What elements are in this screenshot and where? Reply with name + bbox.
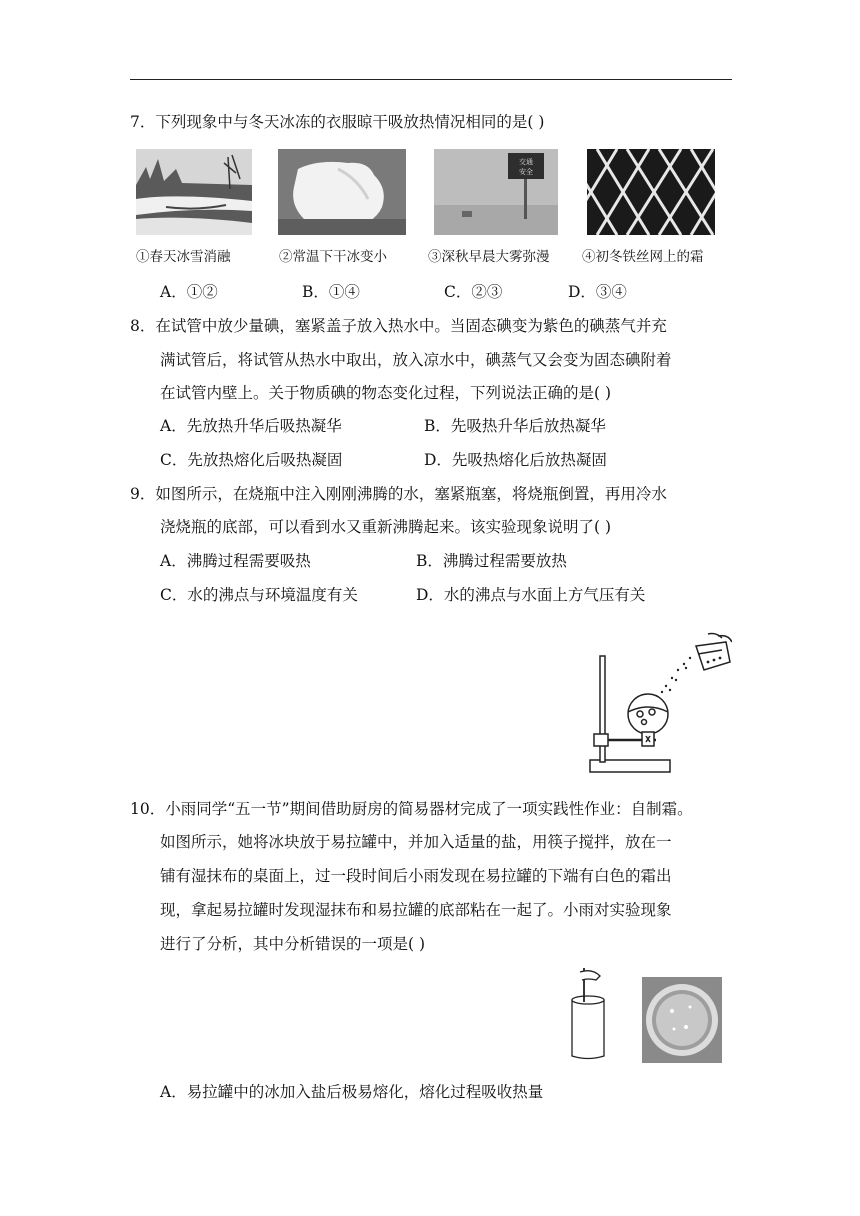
q8-option-a: A．先放热升华后吸热凝华	[160, 417, 342, 435]
q8-option-d: D．先吸热熔化后放热凝固	[424, 451, 607, 469]
q10-line-2: 如图所示，她将冰块放于易拉罐中，并加入适量的盐，用筷子搅拌，放在一	[160, 833, 672, 851]
q7-caption-4: ④初冬铁丝网上的霜	[582, 249, 704, 265]
can-bottom-frost-photo	[642, 977, 722, 1063]
q9-line-2: 浇烧瓶的底部，可以看到水又重新沸腾起来。该实验现象说明了( )	[160, 518, 612, 536]
can-stirring-icon	[566, 966, 614, 1062]
q7-option-b: B．①④	[302, 283, 360, 301]
q7-option-a: A．①②	[160, 283, 218, 301]
q7-caption-3: ③深秋早晨大雾弥漫	[428, 249, 550, 265]
header-rule	[130, 79, 732, 80]
q9-option-a: A．沸腾过程需要吸热	[160, 552, 311, 570]
q8-line-2: 满试管后，将试管从热水中取出，放入凉水中，碘蒸气又会变为固态碘附着	[160, 351, 672, 369]
q10-line-3: 铺有湿抹布的桌面上，过一段时间后小雨发现在易拉罐的下端有白色的霜出	[160, 867, 672, 885]
q9-option-b: B．沸腾过程需要放热	[416, 552, 567, 570]
q10-line-5: 进行了分析，其中分析错误的一项是( )	[160, 935, 426, 953]
q8-line-3: 在试管内壁上。关于物质碘的物态变化过程，下列说法正确的是( )	[160, 384, 612, 402]
q7-option-c: C．②③	[444, 283, 503, 301]
q8-line-1: 8．在试管中放少量碘，塞紧盖子放入热水中。当固态碘变为紫色的碘蒸气并充	[130, 317, 667, 335]
q8-option-b: B．先吸热升华后放热凝华	[424, 417, 606, 435]
frost-wire-mesh-photo	[587, 149, 715, 235]
q8-option-c: C．先放热熔化后吸热凝固	[160, 451, 343, 469]
q10-option-a: A．易拉罐中的冰加入盐后极易熔化，熔化过程吸收热量	[160, 1083, 544, 1101]
q9-line-1: 9．如图所示，在烧瓶中注入刚刚沸腾的水，塞紧瓶塞，将烧瓶倒置，再用冷水	[130, 485, 667, 503]
q7-option-d: D．③④	[568, 283, 627, 301]
q9-option-c: C．水的沸点与环境温度有关	[160, 586, 358, 604]
q7-caption-1: ①春天冰雪消融	[136, 249, 231, 265]
q10-line-1: 10．小雨同学“五一节”期间借助厨房的简易器材完成了一项实践性作业：自制霜。	[130, 800, 693, 818]
inverted-flask-on-stand-icon	[586, 632, 732, 776]
sign-text-1: 交通	[519, 158, 533, 166]
foggy-road-photo	[434, 149, 558, 235]
q7-stem: 7．下列现象中与冬天冰冻的衣服晾干吸放热情况相同的是( )	[130, 113, 545, 131]
q7-caption-2: ②常温下干冰变小	[279, 249, 387, 265]
q10-line-4: 现，拿起易拉罐时发现湿抹布和易拉罐的底部粘在一起了。小雨对实验现象	[160, 901, 672, 919]
snow-landscape-photo	[136, 149, 252, 235]
q9-option-d: D．水的沸点与水面上方气压有关	[416, 586, 646, 604]
sign-text-2: 安全	[519, 168, 533, 176]
dry-ice-photo	[278, 149, 406, 235]
